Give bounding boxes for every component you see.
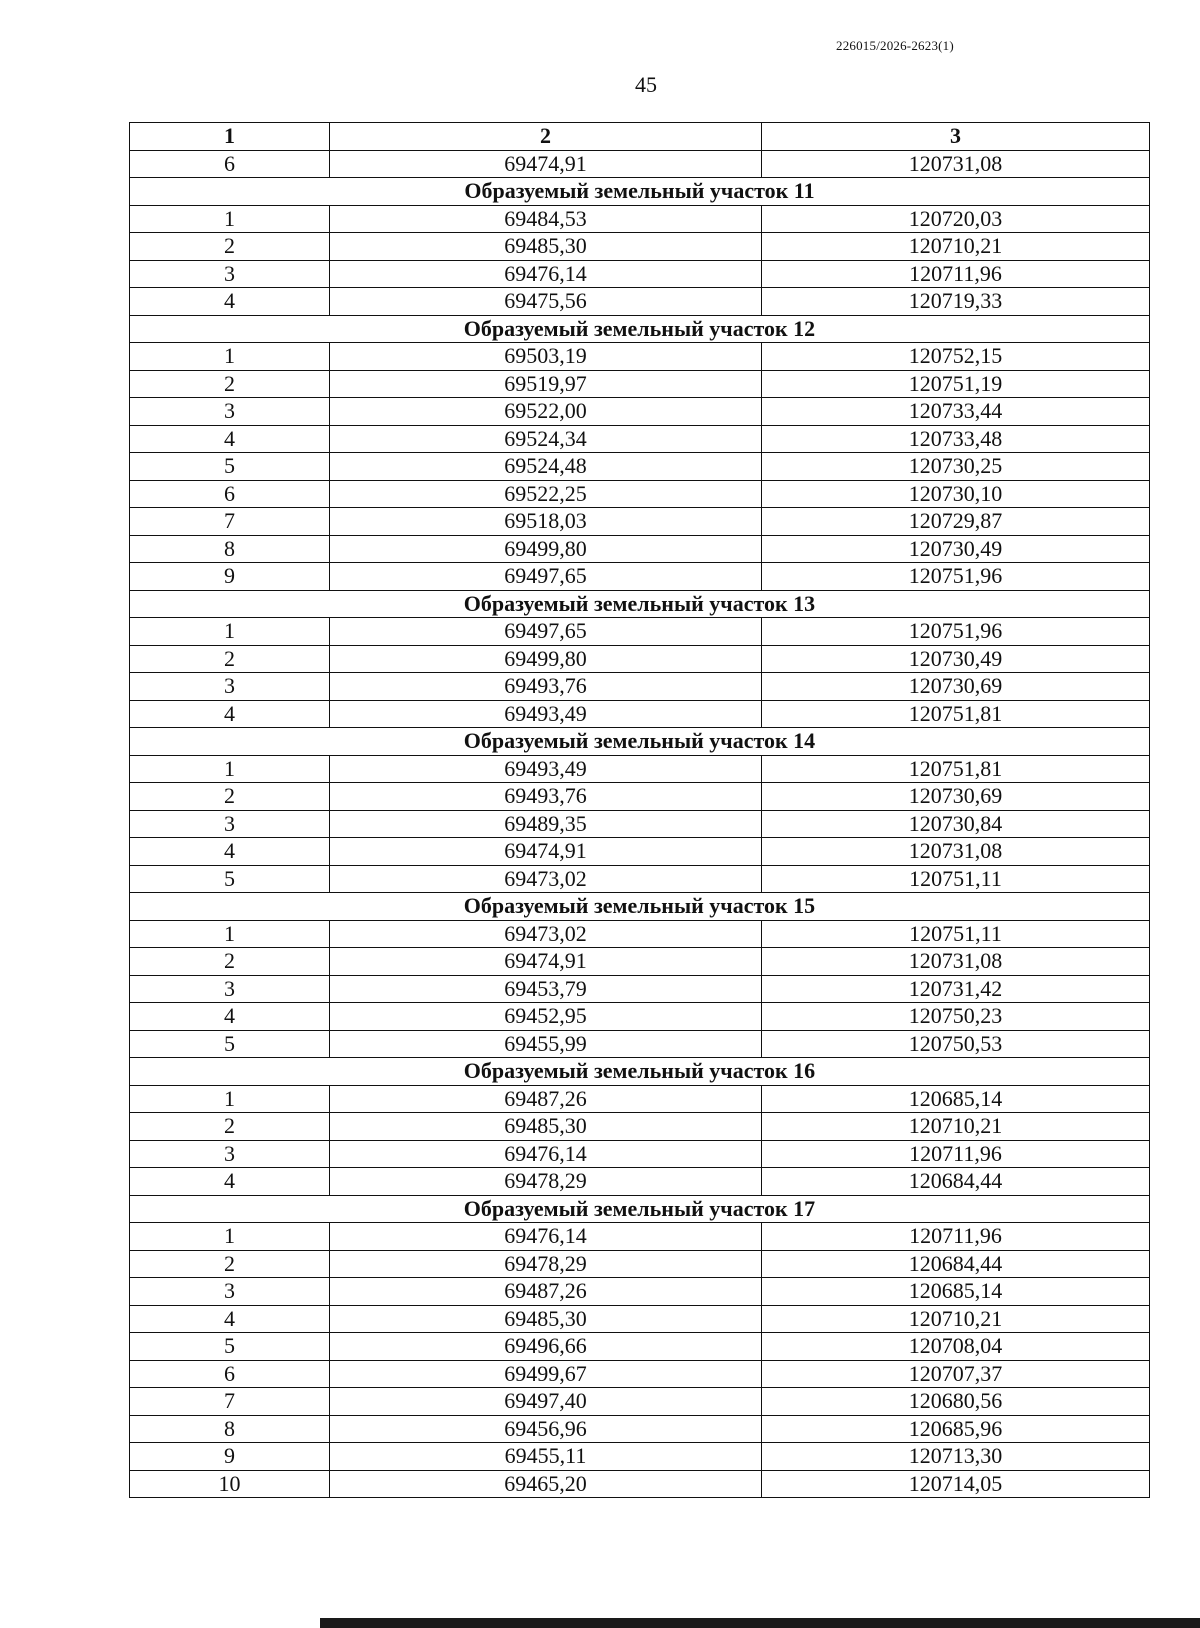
x-coordinate-cell: 69453,79 <box>330 975 762 1003</box>
x-coordinate-cell: 69518,03 <box>330 508 762 536</box>
table-row <box>130 1250 1150 1278</box>
point-number-cell: 1 <box>130 920 330 948</box>
x-coordinate-cell: 69485,30 <box>330 1305 762 1333</box>
section-title: Образуемый земельный участок 16 <box>130 1058 1150 1086</box>
y-coordinate-cell: 120731,08 <box>762 150 1150 178</box>
y-coordinate-cell: 120711,96 <box>762 1223 1150 1251</box>
y-coordinate-cell: 120750,23 <box>762 1003 1150 1031</box>
y-coordinate-cell: 120750,53 <box>762 1030 1150 1058</box>
x-coordinate-cell: 69499,67 <box>330 1360 762 1388</box>
y-coordinate-cell: 120708,04 <box>762 1333 1150 1361</box>
y-coordinate-cell: 120751,96 <box>762 618 1150 646</box>
table-header-row <box>130 123 1150 151</box>
point-number-cell: 3 <box>130 975 330 1003</box>
y-coordinate-cell: 120751,81 <box>762 755 1150 783</box>
page-number: 45 <box>635 72 657 97</box>
y-coordinate-cell: 120711,96 <box>762 260 1150 288</box>
table-row <box>130 1223 1150 1251</box>
point-number-cell: 2 <box>130 948 330 976</box>
point-number-cell: 5 <box>130 865 330 893</box>
point-number-cell: 3 <box>130 673 330 701</box>
point-number-cell: 7 <box>130 1388 330 1416</box>
x-coordinate-cell: 69503,19 <box>330 343 762 371</box>
x-coordinate-cell: 69487,26 <box>330 1085 762 1113</box>
table-row <box>130 645 1150 673</box>
section-title: Образуемый земельный участок 15 <box>130 893 1150 921</box>
point-number-cell: 4 <box>130 1003 330 1031</box>
table-row <box>130 260 1150 288</box>
x-coordinate-cell: 69474,91 <box>330 150 762 178</box>
point-number-cell: 1 <box>130 618 330 646</box>
y-coordinate-cell: 120720,03 <box>762 205 1150 233</box>
table-row <box>130 810 1150 838</box>
x-coordinate-cell: 69455,11 <box>330 1443 762 1471</box>
table-row <box>130 453 1150 481</box>
y-coordinate-cell: 120685,14 <box>762 1278 1150 1306</box>
point-number-cell: 6 <box>130 480 330 508</box>
x-coordinate-cell: 69496,66 <box>330 1333 762 1361</box>
point-number-cell: 9 <box>130 563 330 591</box>
column-header-2: 2 <box>330 123 762 151</box>
table-row <box>130 398 1150 426</box>
point-number-cell: 4 <box>130 288 330 316</box>
coordinates-table-body <box>130 123 1150 1498</box>
x-coordinate-cell: 69493,49 <box>330 700 762 728</box>
x-coordinate-cell: 69497,40 <box>330 1388 762 1416</box>
point-number-cell: 6 <box>130 150 330 178</box>
point-number-cell: 4 <box>130 1168 330 1196</box>
point-number-cell: 6 <box>130 1360 330 1388</box>
y-coordinate-cell: 120731,42 <box>762 975 1150 1003</box>
x-coordinate-cell: 69455,99 <box>330 1030 762 1058</box>
table-row <box>130 480 1150 508</box>
table-row <box>130 508 1150 536</box>
x-coordinate-cell: 69499,80 <box>330 535 762 563</box>
table-row <box>130 920 1150 948</box>
point-number-cell: 2 <box>130 1113 330 1141</box>
x-coordinate-cell: 69473,02 <box>330 865 762 893</box>
section-title: Образуемый земельный участок 12 <box>130 315 1150 343</box>
table-row <box>130 700 1150 728</box>
x-coordinate-cell: 69456,96 <box>330 1415 762 1443</box>
x-coordinate-cell: 69519,97 <box>330 370 762 398</box>
table-row <box>130 1140 1150 1168</box>
point-number-cell: 4 <box>130 838 330 866</box>
table-row <box>130 838 1150 866</box>
point-number-cell: 8 <box>130 1415 330 1443</box>
y-coordinate-cell: 120730,10 <box>762 480 1150 508</box>
x-coordinate-cell: 69522,25 <box>330 480 762 508</box>
point-number-cell: 3 <box>130 810 330 838</box>
x-coordinate-cell: 69474,91 <box>330 948 762 976</box>
section-row <box>130 590 1150 618</box>
y-coordinate-cell: 120684,44 <box>762 1250 1150 1278</box>
x-coordinate-cell: 69522,00 <box>330 398 762 426</box>
section-row <box>130 1195 1150 1223</box>
y-coordinate-cell: 120733,44 <box>762 398 1150 426</box>
x-coordinate-cell: 69478,29 <box>330 1168 762 1196</box>
section-row <box>130 178 1150 206</box>
table-row <box>130 1305 1150 1333</box>
document-number: 226015/2026-2623(1) <box>836 38 954 53</box>
y-coordinate-cell: 120685,14 <box>762 1085 1150 1113</box>
point-number-cell: 5 <box>130 1030 330 1058</box>
x-coordinate-cell: 69487,26 <box>330 1278 762 1306</box>
table-row <box>130 1333 1150 1361</box>
table-row <box>130 370 1150 398</box>
y-coordinate-cell: 120730,49 <box>762 535 1150 563</box>
table-row <box>130 783 1150 811</box>
x-coordinate-cell: 69475,56 <box>330 288 762 316</box>
table-row <box>130 150 1150 178</box>
table-row <box>130 1278 1150 1306</box>
x-coordinate-cell: 69493,76 <box>330 783 762 811</box>
table-row <box>130 975 1150 1003</box>
point-number-cell: 1 <box>130 343 330 371</box>
x-coordinate-cell: 69493,49 <box>330 755 762 783</box>
table-row <box>130 618 1150 646</box>
table-row <box>130 1113 1150 1141</box>
table-row <box>130 535 1150 563</box>
table-row <box>130 1470 1150 1498</box>
table-row <box>130 673 1150 701</box>
point-number-cell: 2 <box>130 645 330 673</box>
y-coordinate-cell: 120710,21 <box>762 1113 1150 1141</box>
section-title: Образуемый земельный участок 14 <box>130 728 1150 756</box>
point-number-cell: 1 <box>130 1085 330 1113</box>
x-coordinate-cell: 69524,48 <box>330 453 762 481</box>
y-coordinate-cell: 120731,08 <box>762 948 1150 976</box>
table-row <box>130 865 1150 893</box>
point-number-cell: 10 <box>130 1470 330 1498</box>
point-number-cell: 2 <box>130 783 330 811</box>
x-coordinate-cell: 69476,14 <box>330 260 762 288</box>
point-number-cell: 7 <box>130 508 330 536</box>
x-coordinate-cell: 69493,76 <box>330 673 762 701</box>
table-row <box>130 948 1150 976</box>
y-coordinate-cell: 120751,81 <box>762 700 1150 728</box>
y-coordinate-cell: 120707,37 <box>762 1360 1150 1388</box>
section-row <box>130 315 1150 343</box>
section-row <box>130 728 1150 756</box>
y-coordinate-cell: 120730,25 <box>762 453 1150 481</box>
y-coordinate-cell: 120684,44 <box>762 1168 1150 1196</box>
point-number-cell: 3 <box>130 260 330 288</box>
point-number-cell: 8 <box>130 535 330 563</box>
y-coordinate-cell: 120713,30 <box>762 1443 1150 1471</box>
y-coordinate-cell: 120714,05 <box>762 1470 1150 1498</box>
table-row <box>130 233 1150 261</box>
table-row <box>130 563 1150 591</box>
y-coordinate-cell: 120751,11 <box>762 865 1150 893</box>
y-coordinate-cell: 120711,96 <box>762 1140 1150 1168</box>
table-row <box>130 755 1150 783</box>
x-coordinate-cell: 69524,34 <box>330 425 762 453</box>
x-coordinate-cell: 69485,30 <box>330 233 762 261</box>
table-row <box>130 1030 1150 1058</box>
column-header-3: 3 <box>762 123 1150 151</box>
table-row <box>130 1003 1150 1031</box>
y-coordinate-cell: 120685,96 <box>762 1415 1150 1443</box>
table-row <box>130 1388 1150 1416</box>
table-row <box>130 1443 1150 1471</box>
y-coordinate-cell: 120751,11 <box>762 920 1150 948</box>
y-coordinate-cell: 120710,21 <box>762 233 1150 261</box>
point-number-cell: 5 <box>130 1333 330 1361</box>
x-coordinate-cell: 69497,65 <box>330 618 762 646</box>
section-title: Образуемый земельный участок 17 <box>130 1195 1150 1223</box>
point-number-cell: 3 <box>130 1140 330 1168</box>
point-number-cell: 9 <box>130 1443 330 1471</box>
x-coordinate-cell: 69489,35 <box>330 810 762 838</box>
section-title: Образуемый земельный участок 13 <box>130 590 1150 618</box>
point-number-cell: 3 <box>130 398 330 426</box>
section-title: Образуемый земельный участок 11 <box>130 178 1150 206</box>
column-header-1: 1 <box>130 123 330 151</box>
point-number-cell: 4 <box>130 1305 330 1333</box>
y-coordinate-cell: 120730,49 <box>762 645 1150 673</box>
y-coordinate-cell: 120751,19 <box>762 370 1150 398</box>
point-number-cell: 4 <box>130 425 330 453</box>
point-number-cell: 1 <box>130 205 330 233</box>
table-row <box>130 205 1150 233</box>
x-coordinate-cell: 69485,30 <box>330 1113 762 1141</box>
point-number-cell: 1 <box>130 1223 330 1251</box>
y-coordinate-cell: 120719,33 <box>762 288 1150 316</box>
table-row <box>130 343 1150 371</box>
y-coordinate-cell: 120729,87 <box>762 508 1150 536</box>
x-coordinate-cell: 69465,20 <box>330 1470 762 1498</box>
table-row <box>130 1085 1150 1113</box>
table-row <box>130 1415 1150 1443</box>
point-number-cell: 1 <box>130 755 330 783</box>
x-coordinate-cell: 69476,14 <box>330 1140 762 1168</box>
point-number-cell: 3 <box>130 1278 330 1306</box>
point-number-cell: 5 <box>130 453 330 481</box>
x-coordinate-cell: 69499,80 <box>330 645 762 673</box>
y-coordinate-cell: 120730,84 <box>762 810 1150 838</box>
point-number-cell: 2 <box>130 370 330 398</box>
table-row <box>130 1168 1150 1196</box>
y-coordinate-cell: 120751,96 <box>762 563 1150 591</box>
point-number-cell: 4 <box>130 700 330 728</box>
y-coordinate-cell: 120731,08 <box>762 838 1150 866</box>
y-coordinate-cell: 120733,48 <box>762 425 1150 453</box>
scan-bottom-edge <box>320 1618 1200 1628</box>
section-row <box>130 1058 1150 1086</box>
x-coordinate-cell: 69484,53 <box>330 205 762 233</box>
x-coordinate-cell: 69474,91 <box>330 838 762 866</box>
x-coordinate-cell: 69473,02 <box>330 920 762 948</box>
y-coordinate-cell: 120680,56 <box>762 1388 1150 1416</box>
y-coordinate-cell: 120730,69 <box>762 783 1150 811</box>
y-coordinate-cell: 120730,69 <box>762 673 1150 701</box>
y-coordinate-cell: 120752,15 <box>762 343 1150 371</box>
point-number-cell: 2 <box>130 233 330 261</box>
table-row <box>130 1360 1150 1388</box>
table-row <box>130 425 1150 453</box>
x-coordinate-cell: 69478,29 <box>330 1250 762 1278</box>
y-coordinate-cell: 120710,21 <box>762 1305 1150 1333</box>
x-coordinate-cell: 69476,14 <box>330 1223 762 1251</box>
point-number-cell: 2 <box>130 1250 330 1278</box>
x-coordinate-cell: 69452,95 <box>330 1003 762 1031</box>
x-coordinate-cell: 69497,65 <box>330 563 762 591</box>
section-row <box>130 893 1150 921</box>
coordinates-table <box>129 122 1150 1498</box>
table-row <box>130 288 1150 316</box>
